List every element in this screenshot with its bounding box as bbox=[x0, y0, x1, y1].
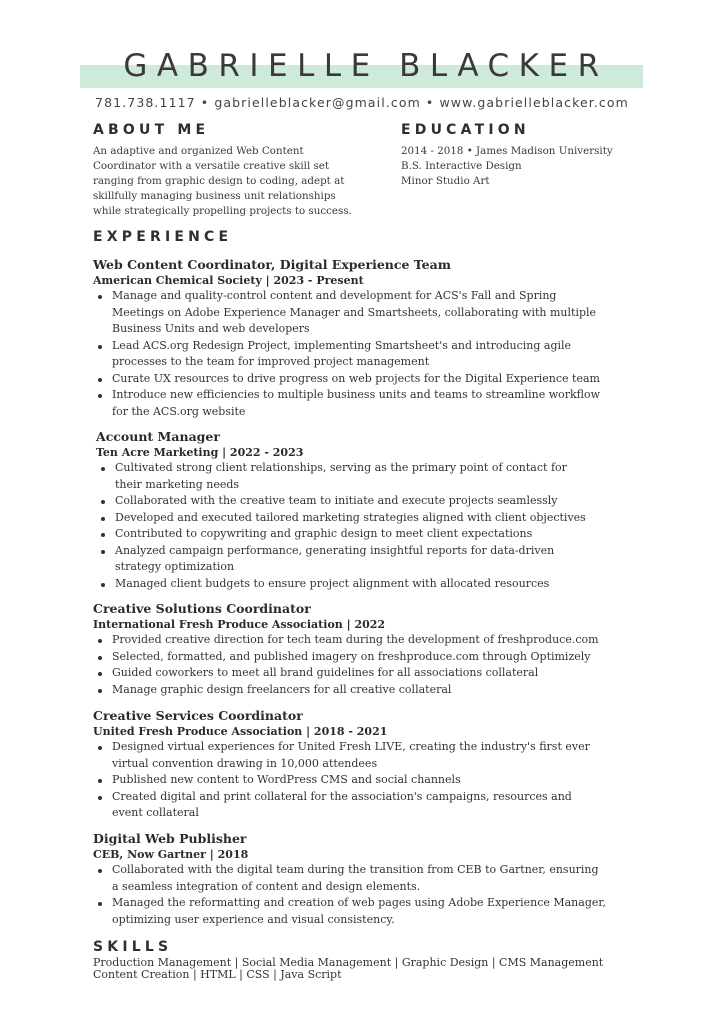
bullet-item bbox=[96, 510, 656, 527]
bullet-line: processes to the team for improved project management bbox=[112, 355, 430, 368]
skills-text bbox=[93, 957, 603, 981]
job-bullets bbox=[93, 862, 653, 928]
bullet-line: Manage graphic design freelancers for all creative collateral bbox=[112, 682, 452, 696]
job-title: Web Content Coordinator, Digital Experience Team bbox=[93, 257, 451, 272]
bullet-item bbox=[96, 460, 656, 493]
bullet-line: Curate UX resources to drive progress on web projects for the Digital Experience team bbox=[112, 371, 600, 385]
bullet-line: Analyzed campaign performance, generating insightful reports for data-driven bbox=[115, 543, 555, 557]
about-line: Coordinator with a versatile creative skill set bbox=[93, 160, 330, 172]
bullet-line: Managed the reformatting and creation of web pages using Adobe Experience Manager, bbox=[112, 896, 606, 909]
bullet-item bbox=[93, 895, 653, 928]
bullet-item bbox=[93, 739, 653, 772]
bullet-line: Business Units and web developers bbox=[112, 322, 310, 335]
bullet-line: event collateral bbox=[112, 806, 199, 819]
bullet-line: Lead ACS.org Redesign Project, implementing Smartsheet's and introducing agile bbox=[112, 338, 572, 352]
about-line: ranging from graphic design to coding, adept at bbox=[93, 175, 345, 187]
bullet-line: Contributed to copywriting and graphic design to meet client expectations bbox=[115, 527, 533, 540]
about-line: skillfully managing business unit relationships bbox=[93, 190, 336, 202]
bullet-line: Meetings on Adobe Experience Manager and Smartsheets, collaborating with multiple bbox=[112, 305, 597, 319]
job-org: Ten Acre Marketing | 2022 - 2023 bbox=[96, 446, 304, 459]
about-text bbox=[93, 144, 352, 219]
job-entry bbox=[93, 257, 653, 420]
bullet-item bbox=[93, 789, 653, 822]
education-line: Minor Studio Art bbox=[401, 175, 490, 187]
bullet-line: strategy optimization bbox=[115, 560, 235, 573]
bullet-item bbox=[93, 371, 653, 388]
education-line: B.S. Interactive Design bbox=[401, 160, 522, 172]
bullet-item bbox=[93, 862, 653, 895]
job-entry bbox=[96, 429, 656, 592]
education-heading: EDUCATION bbox=[401, 122, 530, 138]
bullet-line: Manage and quality-control content and development for ACS's Fall and Spring bbox=[112, 289, 557, 302]
job-entry bbox=[93, 831, 653, 928]
job-org: American Chemical Society | 2023 - Present bbox=[93, 274, 364, 287]
bullet-line: a seamless integration of content and design elements. bbox=[112, 879, 421, 893]
resume-name: GABRIELLE BLACKER bbox=[123, 48, 609, 84]
bullet-item bbox=[93, 649, 653, 666]
education-line: 2014 - 2018 • James Madison University bbox=[401, 145, 613, 157]
bullet-line: Collaborated with the creative team to initiate and execute projects seamlessly bbox=[115, 494, 558, 507]
job-org: International Fresh Produce Association | 2022 bbox=[93, 618, 386, 631]
bullet-item bbox=[96, 543, 656, 576]
job-title: Creative Solutions Coordinator bbox=[93, 601, 311, 616]
bullet-line: Selected, formatted, and published imagery on freshproduce.com through Optimizely bbox=[112, 649, 591, 663]
bullet-line: Published new content to WordPress CMS and social channels bbox=[112, 773, 461, 786]
about-line: An adaptive and organized Web Content bbox=[93, 145, 304, 157]
skills-line: Content Creation | HTML | CSS | Java Script bbox=[93, 968, 342, 981]
bullet-line: Introduce new efficiencies to multiple business units and teams to streamline workflow bbox=[112, 388, 601, 401]
bullet-line: virtual convention drawing in 10,000 attendees bbox=[112, 756, 378, 770]
job-entry bbox=[93, 601, 653, 698]
bullet-line: optimizing user experience and visual consistency. bbox=[112, 912, 395, 926]
education-text bbox=[401, 144, 613, 189]
bullet-item bbox=[93, 772, 653, 789]
bullet-item bbox=[96, 576, 656, 593]
bullet-line: Designed virtual experiences for United Fresh LIVE, creating the industry's first ever bbox=[112, 740, 590, 753]
job-bullets bbox=[93, 632, 653, 698]
bullet-item bbox=[96, 493, 656, 510]
job-org: CEB, Now Gartner | 2018 bbox=[93, 848, 249, 861]
about-heading: ABOUT ME bbox=[93, 122, 210, 138]
bullet-item bbox=[93, 288, 653, 338]
skills-heading: SKILLS bbox=[93, 939, 173, 955]
experience-heading: EXPERIENCE bbox=[93, 229, 233, 245]
bullet-line: their marketing needs bbox=[115, 477, 240, 491]
about-line: while strategically propelling projects to success. bbox=[93, 205, 352, 217]
bullet-item bbox=[96, 526, 656, 543]
bullet-line: Cultivated strong client relationships, serving as the primary point of contact for bbox=[115, 461, 567, 474]
bullet-line: Developed and executed tailored marketing strategies aligned with client objectives bbox=[115, 510, 586, 524]
job-title: Digital Web Publisher bbox=[93, 831, 247, 846]
job-title: Creative Services Coordinator bbox=[93, 708, 303, 723]
bullet-line: Guided coworkers to meet all brand guidelines for all associations collateral bbox=[112, 666, 539, 679]
bullet-item bbox=[93, 665, 653, 682]
bullet-line: Provided creative direction for tech team during the development of freshproduce.com bbox=[112, 633, 599, 646]
job-bullets bbox=[93, 739, 653, 822]
bullet-line: Collaborated with the digital team during the transition from CEB to Gartner, ensuring bbox=[112, 863, 599, 876]
bullet-item bbox=[93, 338, 653, 371]
job-org: United Fresh Produce Association | 2018 - 2021 bbox=[93, 725, 388, 738]
job-entry bbox=[93, 708, 653, 822]
job-bullets bbox=[93, 288, 653, 420]
skills-line: Production Management | Social Media Management | Graphic Design | CMS Management bbox=[93, 956, 604, 969]
job-bullets bbox=[96, 460, 656, 592]
contact-line: 781.738.1117 • gabrielleblacker@gmail.com • www.gabrielleblacker.com bbox=[95, 95, 629, 110]
bullet-line: for the ACS.org website bbox=[112, 404, 246, 418]
bullet-item bbox=[93, 682, 653, 699]
job-title: Account Manager bbox=[96, 429, 220, 444]
bullet-item bbox=[93, 632, 653, 649]
bullet-line: Created digital and print collateral for the association's campaigns, resources and bbox=[112, 789, 572, 803]
bullet-line: Managed client budgets to ensure project alignment with allocated resources bbox=[115, 576, 550, 590]
bullet-item bbox=[93, 387, 653, 420]
